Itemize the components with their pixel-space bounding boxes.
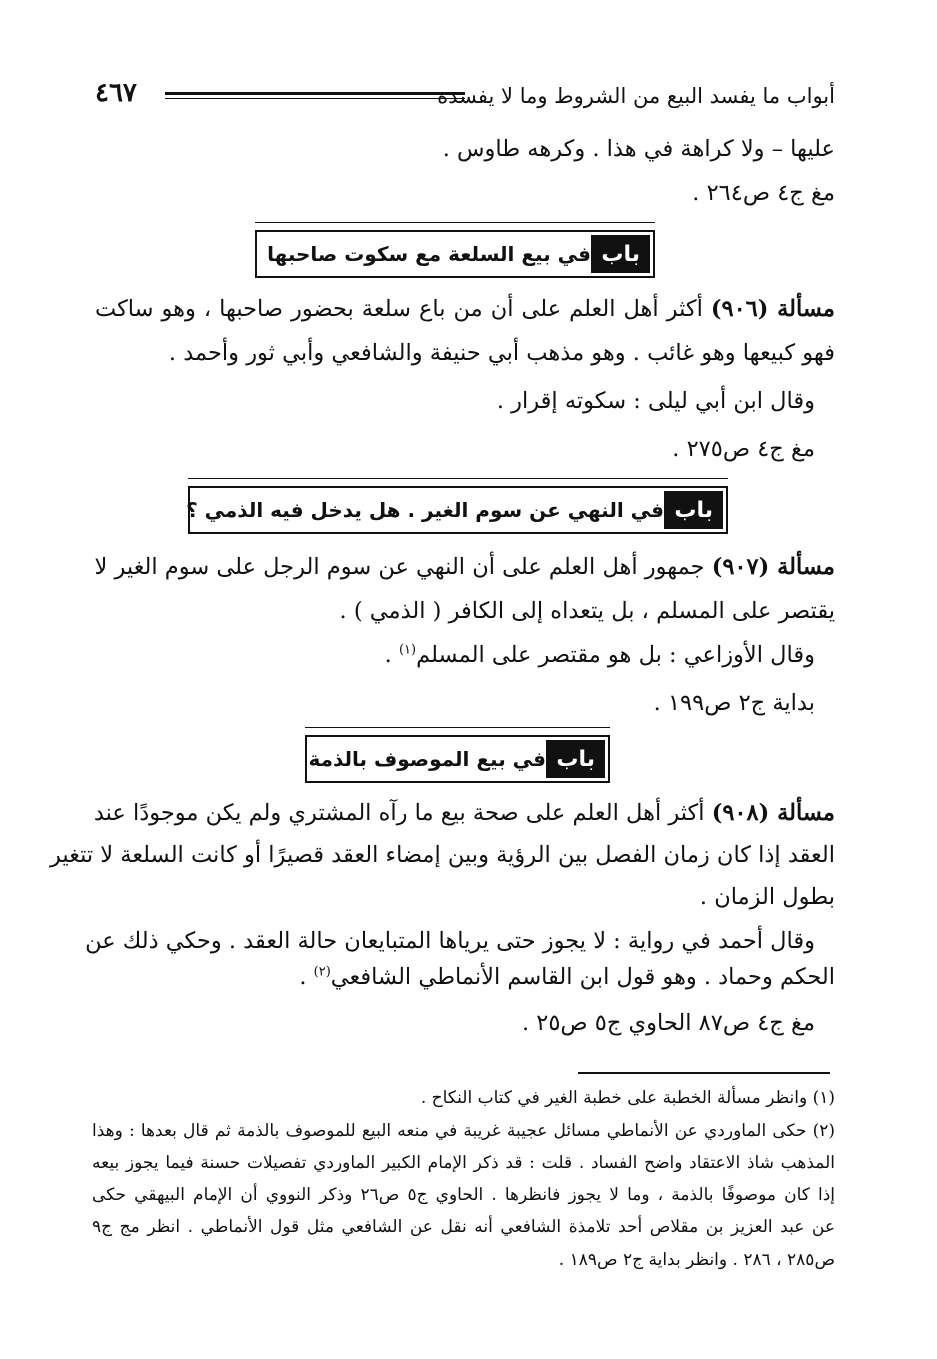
footnote-marker: (٢) bbox=[313, 964, 331, 980]
bab-top-rule bbox=[255, 222, 655, 223]
masala-number: مسألة (٩٠٨) bbox=[711, 800, 835, 826]
bab-label: باب bbox=[591, 235, 650, 273]
footnote-1: (١) وانظر مسألة الخطبة على خطبة الغير في كتاب النكاح . bbox=[420, 1088, 835, 1108]
intro-line: عليها – ولا كراهة في هذا . وكرهه طاوس . bbox=[442, 136, 835, 162]
bab-label: باب bbox=[546, 740, 605, 778]
section-reference: مغ ج٤ ص٨٧ الحاوي ج٥ ص٢٥ . bbox=[521, 1010, 815, 1036]
footnote-2-line: ص٢٨٥ ، ٢٨٦ . وانظر بداية ج٢ ص١٨٩ . bbox=[558, 1250, 835, 1270]
bab-heading bbox=[188, 486, 728, 534]
bab-top-rule bbox=[305, 727, 610, 728]
bab-top-rule bbox=[188, 478, 728, 479]
paragraph-line: وقال ابن أبي ليلى : سكوته إقرار . bbox=[496, 388, 815, 414]
footnote-separator bbox=[578, 1072, 830, 1074]
header-rule bbox=[165, 92, 465, 99]
paragraph-line bbox=[299, 964, 835, 991]
paragraph-line: بطول الزمان . bbox=[699, 884, 835, 910]
paragraph-end: . bbox=[384, 642, 399, 668]
bab-heading bbox=[255, 230, 655, 278]
paragraph-line bbox=[385, 642, 815, 669]
masala-number: مسألة (٩٠٧) bbox=[711, 554, 835, 580]
page-number: ٤٦٧ bbox=[95, 78, 137, 108]
masala-text: أكثر أهل العلم على صحة بيع ما رآه المشتري ولم يكن موجودًا عند bbox=[93, 800, 705, 826]
paragraph-line: وقال أحمد في رواية : لا يجوز حتى يرياها المتبايعان حالة العقد . وحكي ذلك عن bbox=[85, 928, 815, 954]
paragraph-line: العقد إذا كان زمان الفصل بين الرؤية وبين إمضاء العقد قصيرًا أو كانت السلعة لا تتغير bbox=[50, 842, 835, 868]
running-header bbox=[95, 78, 835, 118]
paragraph-text: وقال الأوزاعي : بل هو مقتصر على المسلم bbox=[416, 642, 815, 668]
masala-906-line bbox=[95, 296, 835, 323]
paragraph-text: الحكم وحماد . وهو قول ابن القاسم الأنماطي الشافعي bbox=[330, 964, 835, 990]
footnote-2-line: المذهب شاذ الاعتقاد واضح الفساد . قلت : قد ذكر الإمام الكبير الماوردي تفصيلات حسنة فيما يجوز بيعه bbox=[92, 1153, 835, 1173]
bab-label: باب bbox=[664, 491, 723, 529]
bab-title: في النهي عن سوم الغير . هل يدخل فيه الذمي ؟ bbox=[186, 498, 664, 522]
footnote-2-line: عن عبد العزيز بن مقلاص أحد تلامذة الشافعي أنه نقل عن الشافعي مثل قول الأنماطي . انظر مج ج٩ bbox=[92, 1217, 835, 1237]
masala-number: مسألة (٩٠٦) bbox=[710, 296, 835, 322]
running-header-title: أبواب ما يفسد البيع من الشروط وما لا يفسده bbox=[437, 84, 835, 108]
paragraph-line: فهو كبيعها وهو غائب . وهو مذهب أبي حنيفة والشافعي وأبي ثور وأحمد . bbox=[168, 340, 835, 366]
masala-908-line bbox=[95, 800, 835, 827]
masala-text: جمهور أهل العلم على أن النهي عن سوم الرجل على سوم الغير لا bbox=[94, 554, 705, 580]
intro-reference: مغ ج٤ ص٢٦٤ . bbox=[692, 180, 835, 206]
bab-title: في بيع الموصوف بالذمة bbox=[308, 747, 546, 771]
masala-text: أكثر أهل العلم على أن من باع سلعة بحضور صاحبها ، وهو ساكت bbox=[95, 296, 703, 322]
section-reference: مغ ج٤ ص٢٧٥ . bbox=[672, 436, 815, 462]
footnote-marker: (١) bbox=[398, 642, 417, 658]
masala-907-line bbox=[95, 554, 835, 581]
paragraph-end: . bbox=[299, 964, 314, 990]
footnote-2-line: إذا كان موصوفًا بالذمة ، وما لا يجوز فانظرها . الحاوي ج٥ ص٢٦ وذكر النووي أن الإمام البيهقي حكى bbox=[92, 1185, 835, 1205]
bab-heading bbox=[305, 735, 610, 783]
section-reference: بداية ج٢ ص١٩٩ . bbox=[653, 690, 815, 716]
paragraph-line: يقتصر على المسلم ، بل يتعداه إلى الكافر ( الذمي ) . bbox=[339, 598, 835, 624]
footnote-2-line: (٢) حكى الماوردي عن الأنماطي مسائل عجيبة غريبة في منعه البيع للموصوف بالذمة ثم قال بعدها : وهذا bbox=[92, 1121, 835, 1141]
bab-title: في بيع السلعة مع سكوت صاحبها bbox=[267, 242, 591, 266]
